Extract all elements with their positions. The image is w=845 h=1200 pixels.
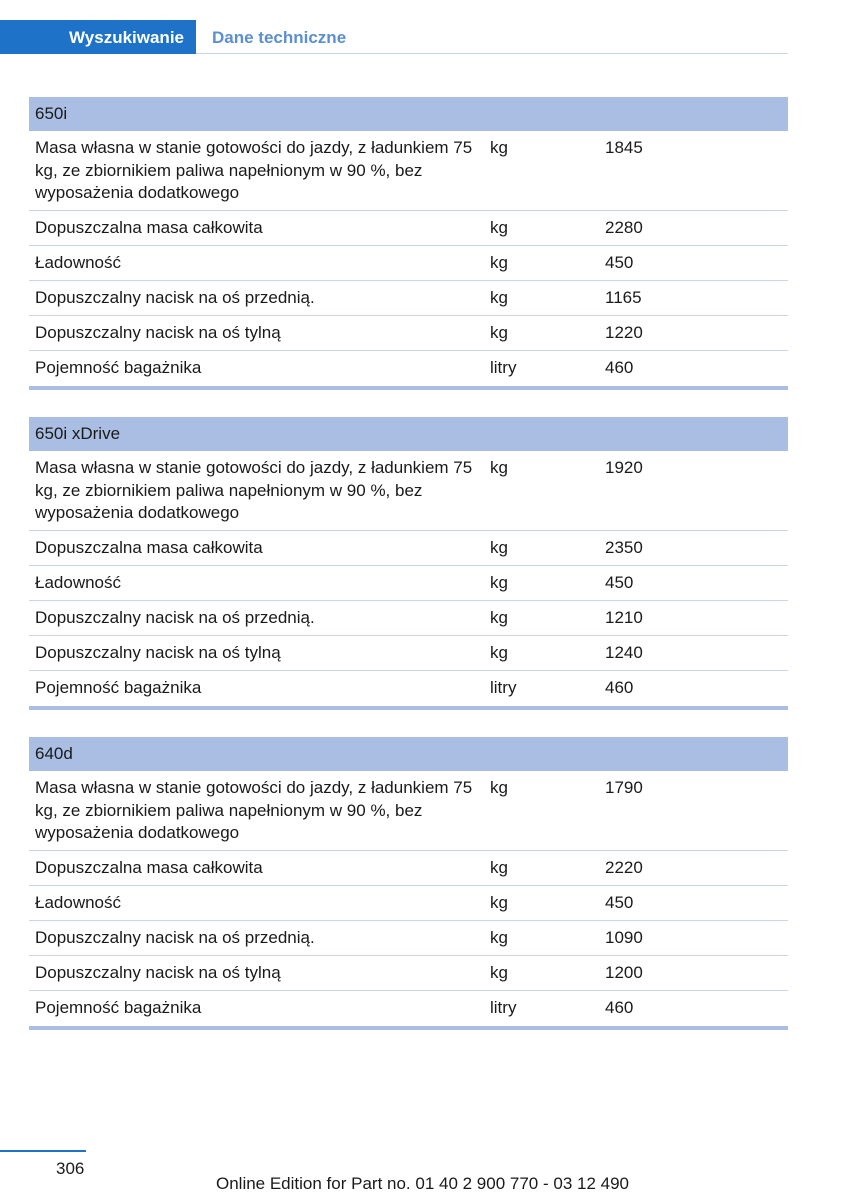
row-label: Dopuszczalna masa całkowita bbox=[35, 218, 263, 237]
row-unit: litry bbox=[490, 998, 517, 1017]
row-value: 1165 bbox=[605, 288, 642, 307]
row-label: Dopuszczalna masa całkowita bbox=[35, 538, 263, 557]
row-value: 1210 bbox=[605, 608, 643, 627]
table-row bbox=[29, 771, 788, 851]
row-label: Masa własna w stanie gotowości do jazdy, z ładunkiem 75 kg, ze zbiornikiem paliwa napełnionym w 90 %, bez wyposażenia dodatkowego bbox=[35, 138, 473, 202]
table-row bbox=[29, 281, 788, 316]
row-value: 2350 bbox=[605, 538, 643, 557]
row-label: Pojemność bagażnika bbox=[35, 998, 202, 1017]
row-value: 450 bbox=[605, 893, 634, 912]
row-value: 460 bbox=[605, 998, 634, 1017]
row-unit: kg bbox=[490, 288, 508, 307]
row-label: Pojemność bagażnika bbox=[35, 358, 202, 377]
table-row bbox=[29, 566, 788, 601]
row-unit: kg bbox=[490, 323, 508, 342]
header-divider bbox=[196, 53, 788, 54]
row-value: 460 bbox=[605, 678, 634, 697]
table-row bbox=[29, 601, 788, 636]
row-unit: litry bbox=[490, 678, 517, 697]
table-row bbox=[29, 671, 788, 710]
row-label: Dopuszczalny nacisk na oś tylną bbox=[35, 323, 281, 342]
table-row bbox=[29, 636, 788, 671]
row-value: 1790 bbox=[605, 778, 643, 797]
row-unit: kg bbox=[490, 778, 508, 797]
table-row bbox=[29, 451, 788, 531]
page-number: 306 bbox=[56, 1159, 85, 1178]
row-value: 460 bbox=[605, 358, 634, 377]
row-label: Pojemność bagażnika bbox=[35, 678, 202, 697]
table-row bbox=[29, 211, 788, 246]
row-value: 1845 bbox=[605, 138, 643, 157]
tab-dane-techniczne[interactable]: Dane techniczne bbox=[212, 28, 347, 47]
row-label: Dopuszczalna masa całkowita bbox=[35, 858, 263, 877]
table-row bbox=[29, 531, 788, 566]
row-unit: kg bbox=[490, 253, 508, 272]
row-value: 450 bbox=[605, 573, 634, 592]
spec-table-650i bbox=[29, 97, 788, 390]
row-value: 2280 bbox=[605, 218, 643, 237]
spec-table-title: 640d bbox=[29, 737, 788, 771]
row-label: Ładowność bbox=[35, 253, 122, 272]
row-label: Ładowność bbox=[35, 893, 122, 912]
row-unit: kg bbox=[490, 928, 508, 947]
table-row bbox=[29, 921, 788, 956]
row-label: Dopuszczalny nacisk na oś przednią. bbox=[35, 928, 315, 947]
table-row bbox=[29, 246, 788, 281]
row-unit: kg bbox=[490, 218, 508, 237]
row-label: Dopuszczalny nacisk na oś tylną bbox=[35, 643, 281, 662]
table-row bbox=[29, 991, 788, 1030]
spec-table-650i-xdrive bbox=[29, 417, 788, 710]
row-value: 1220 bbox=[605, 323, 643, 342]
footer-rule bbox=[0, 1150, 86, 1152]
table-row bbox=[29, 316, 788, 351]
row-label: Masa własna w stanie gotowości do jazdy, z ładunkiem 75 kg, ze zbiornikiem paliwa napełnionym w 90 %, bez wyposażenia dodatkowego bbox=[35, 778, 473, 842]
table-row bbox=[29, 851, 788, 886]
table-row bbox=[29, 956, 788, 991]
row-unit: kg bbox=[490, 458, 508, 477]
table-row bbox=[29, 886, 788, 921]
row-label: Ładowność bbox=[35, 573, 122, 592]
row-label: Dopuszczalny nacisk na oś przednią. bbox=[35, 608, 315, 627]
spec-table-640d bbox=[29, 737, 788, 1030]
row-unit: litry bbox=[490, 358, 517, 377]
tab-wyszukiwanie[interactable]: Wyszukiwanie bbox=[0, 20, 196, 54]
row-unit: kg bbox=[490, 858, 508, 877]
row-value: 1090 bbox=[605, 928, 643, 947]
spec-table-title: 650i xDrive bbox=[29, 417, 788, 451]
header-tabs bbox=[0, 0, 845, 54]
table-row bbox=[29, 131, 788, 211]
row-value: 1200 bbox=[605, 963, 643, 982]
edition-text: Online Edition for Part no. 01 40 2 900 770 - 03 12 490 bbox=[215, 1174, 629, 1193]
row-unit: kg bbox=[490, 138, 508, 157]
row-label: Dopuszczalny nacisk na oś przednią. bbox=[35, 288, 315, 307]
row-label: Dopuszczalny nacisk na oś tylną bbox=[35, 963, 281, 982]
row-value: 2220 bbox=[605, 858, 643, 877]
row-unit: kg bbox=[490, 893, 508, 912]
row-unit: kg bbox=[490, 643, 508, 662]
row-label: Masa własna w stanie gotowości do jazdy, z ładunkiem 75 kg, ze zbiornikiem paliwa napełnionym w 90 %, bez wyposażenia dodatkowego bbox=[35, 458, 473, 522]
row-value: 1920 bbox=[605, 458, 643, 477]
row-unit: kg bbox=[490, 608, 508, 627]
row-unit: kg bbox=[490, 963, 508, 982]
row-value: 450 bbox=[605, 253, 634, 272]
row-unit: kg bbox=[490, 538, 508, 557]
row-value: 1240 bbox=[605, 643, 643, 662]
table-row bbox=[29, 351, 788, 390]
spec-table-title: 650i bbox=[29, 97, 788, 131]
row-unit: kg bbox=[490, 573, 508, 592]
